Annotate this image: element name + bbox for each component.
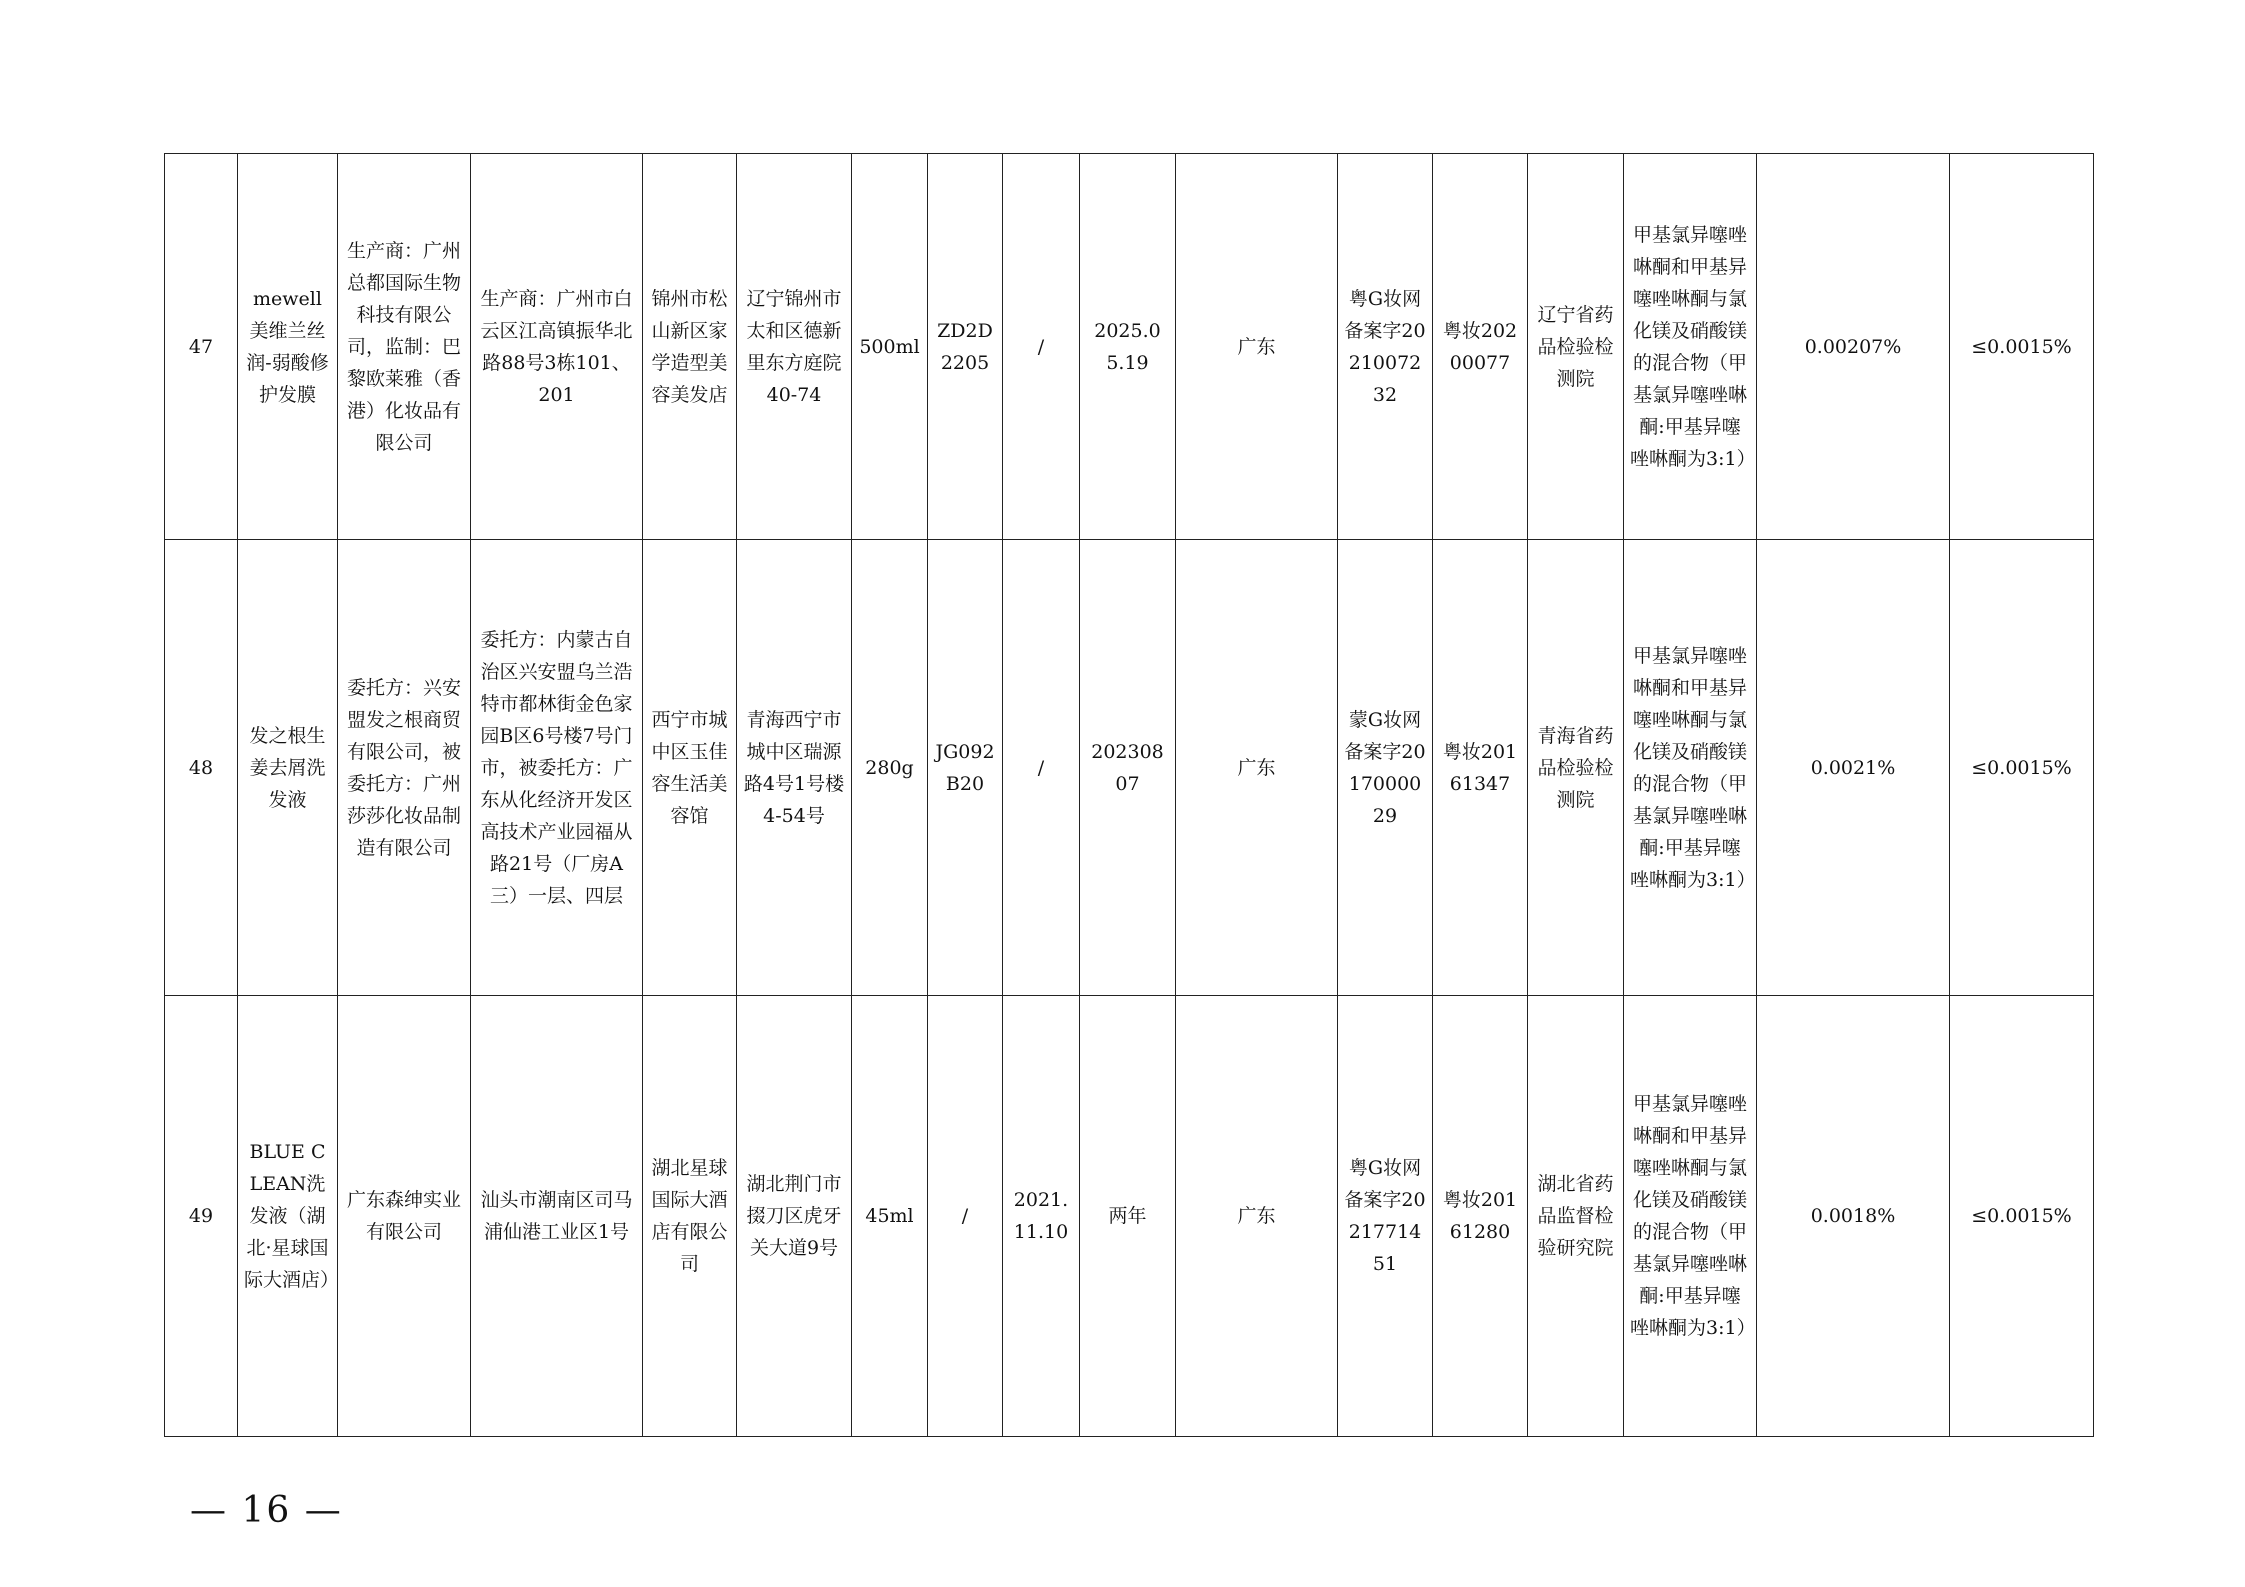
cell-record-no: 粤G妆网备案字2021007232	[1338, 154, 1433, 540]
cell-product-name: 发之根生姜去屑洗发液	[238, 540, 338, 996]
cell-no: 47	[165, 154, 238, 540]
cell-company: 广东森绅实业有限公司	[338, 996, 471, 1437]
cell-production-date: /	[1003, 154, 1080, 540]
cell-inspector: 辽宁省药品检验检测院	[1528, 154, 1624, 540]
cell-no: 49	[165, 996, 238, 1437]
cell-expiry: 20230807	[1080, 540, 1176, 996]
cell-company-address: 委托方：内蒙古自治区兴安盟乌兰浩特市都林街金色家园B区6号楼7号门市，被委托方：广东从化经济开发区高技术产业园福从路21号（厂房A三）一层、四层	[471, 540, 643, 996]
cell-test-item: 甲基氯异噻唑啉酮和甲基异噻唑啉酮与氯化镁及硝酸镁的混合物（甲基氯异噻唑啉酮:甲基异噻唑啉酮为3:1）	[1624, 540, 1757, 996]
cell-sampled-address: 青海西宁市城中区瑞源路4号1号楼4-54号	[737, 540, 852, 996]
cell-company-address: 生产商：广州市白云区江高镇振华北路88号3栋101、201	[471, 154, 643, 540]
cell-result: 0.00207%	[1757, 154, 1950, 540]
cell-spec: 45ml	[852, 996, 928, 1437]
cell-license-no: 粤妆20161347	[1433, 540, 1528, 996]
cell-product-name: BLUE CLEAN洗发液（湖北·星球国际大酒店）	[238, 996, 338, 1437]
page-number: — 16 —	[190, 1490, 343, 1531]
cell-spec: 280g	[852, 540, 928, 996]
cell-company-address: 汕头市潮南区司马浦仙港工业区1号	[471, 996, 643, 1437]
cell-result: 0.0021%	[1757, 540, 1950, 996]
cell-expiry: 两年	[1080, 996, 1176, 1437]
cell-company: 生产商：广州总都国际生物科技有限公司，监制：巴黎欧莱雅（香港）化妆品有限公司	[338, 154, 471, 540]
cell-batch: ZD2D2205	[928, 154, 1003, 540]
cell-production-date: /	[1003, 540, 1080, 996]
table-row	[165, 996, 2094, 1437]
cell-batch: JG092B20	[928, 540, 1003, 996]
cell-inspector: 青海省药品检验检测院	[1528, 540, 1624, 996]
inspection-results-table	[164, 153, 2094, 1437]
cell-standard: ≤0.0015%	[1950, 154, 2094, 540]
cell-standard: ≤0.0015%	[1950, 540, 2094, 996]
cell-spec: 500ml	[852, 154, 928, 540]
cell-sampled-address: 辽宁锦州市太和区德新里东方庭院40-74	[737, 154, 852, 540]
table-row	[165, 540, 2094, 996]
cell-sampled-address: 湖北荆门市掇刀区虎牙关大道9号	[737, 996, 852, 1437]
cell-standard: ≤0.0015%	[1950, 996, 2094, 1437]
cell-record-no: 粤G妆网备案字2021771451	[1338, 996, 1433, 1437]
cell-sampled-unit: 西宁市城中区玉佳容生活美容馆	[643, 540, 737, 996]
cell-license-no: 粤妆20200077	[1433, 154, 1528, 540]
cell-inspector: 湖北省药品监督检验研究院	[1528, 996, 1624, 1437]
cell-record-no: 蒙G妆网备案字2017000029	[1338, 540, 1433, 996]
cell-company: 委托方：兴安盟发之根商贸有限公司，被委托方：广州莎莎化妆品制造有限公司	[338, 540, 471, 996]
cell-expiry: 2025.05.19	[1080, 154, 1176, 540]
cell-test-item: 甲基氯异噻唑啉酮和甲基异噻唑啉酮与氯化镁及硝酸镁的混合物（甲基氯异噻唑啉酮:甲基异噻唑啉酮为3:1）	[1624, 154, 1757, 540]
cell-region: 广东	[1176, 540, 1338, 996]
cell-sampled-unit: 湖北星球国际大酒店有限公司	[643, 996, 737, 1437]
table-row	[165, 154, 2094, 540]
cell-region: 广东	[1176, 154, 1338, 540]
cell-production-date: 2021.11.10	[1003, 996, 1080, 1437]
cell-product-name: mewell美维兰丝润-弱酸修护发膜	[238, 154, 338, 540]
cell-region: 广东	[1176, 996, 1338, 1437]
cell-no: 48	[165, 540, 238, 996]
cell-batch: /	[928, 996, 1003, 1437]
cell-result: 0.0018%	[1757, 996, 1950, 1437]
cell-license-no: 粤妆20161280	[1433, 996, 1528, 1437]
cell-test-item: 甲基氯异噻唑啉酮和甲基异噻唑啉酮与氯化镁及硝酸镁的混合物（甲基氯异噻唑啉酮:甲基异噻唑啉酮为3:1）	[1624, 996, 1757, 1437]
cell-sampled-unit: 锦州市松山新区家学造型美容美发店	[643, 154, 737, 540]
